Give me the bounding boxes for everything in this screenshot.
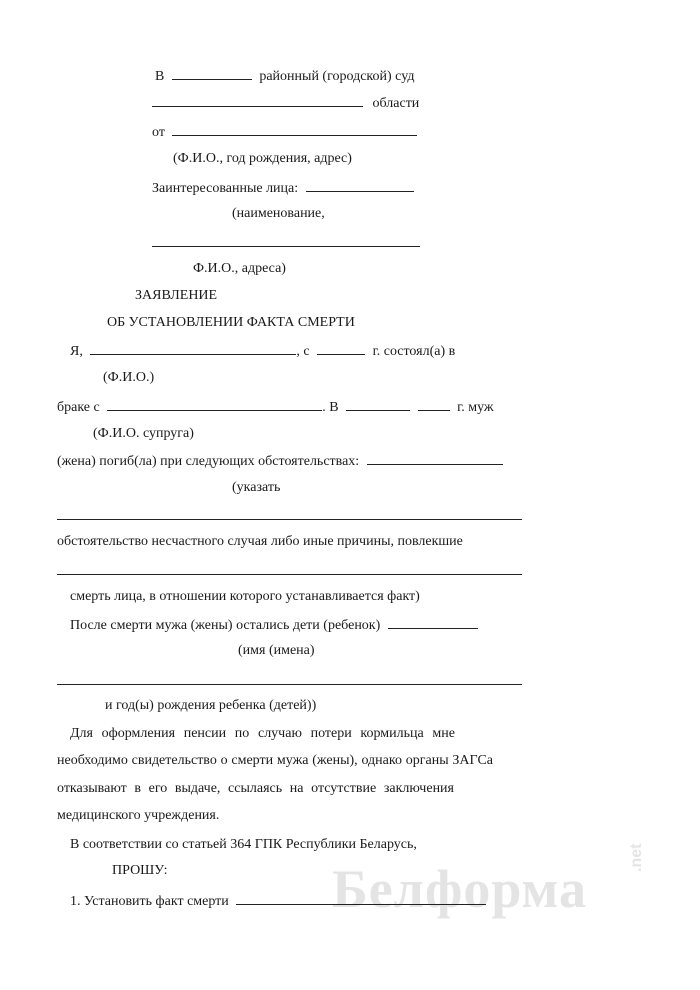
applicant-hint: (Ф.И.О., год рождения, адрес): [173, 151, 352, 166]
death-hint: смерть лица, в отношении которого устанавливается факт): [70, 589, 420, 604]
region-line: [152, 93, 419, 113]
court-name-blank[interactable]: [172, 66, 252, 80]
birth-hint: и год(ы) рождения ребенка (детей)): [105, 698, 317, 713]
from-line: [152, 122, 417, 142]
interested-line: [152, 178, 414, 198]
article-line: В соответствии со статьей 364 ГПК Республики Беларусь,: [70, 837, 417, 852]
request-item-1: [70, 891, 486, 911]
circumstances-rule-2[interactable]: [57, 574, 522, 575]
husband-label: г. муж: [457, 400, 494, 415]
request-heading: ПРОШУ:: [112, 863, 168, 878]
children-line: [70, 615, 478, 635]
fio-hint: (Ф.И.О.): [103, 370, 155, 385]
children-blank[interactable]: [388, 615, 478, 629]
specify-hint: (указать: [232, 480, 281, 495]
circumstances-blank[interactable]: [367, 451, 503, 465]
spouse-line: [57, 397, 494, 417]
court-prefix: В: [155, 69, 165, 84]
circumstances-line: [57, 451, 503, 471]
death-year-blank[interactable]: [418, 397, 450, 411]
since-label: , с: [296, 344, 310, 359]
circumstances-label: (жена) погиб(ла) при следующих обстоятельствах:: [57, 454, 360, 469]
circumstances-rule-1[interactable]: [57, 519, 522, 520]
document-subtitle: ОБ УСТАНОВЛЕНИИ ФАКТА СМЕРТИ: [107, 315, 355, 330]
married-label: г. состоял(а) в: [372, 344, 456, 359]
applicant-name-blank[interactable]: [90, 341, 296, 355]
applicant-blank[interactable]: [172, 122, 417, 136]
interested-label: Заинтересованные лица:: [152, 181, 299, 196]
spouse-hint: (Ф.И.О. супруга): [93, 426, 194, 441]
item-1-label: 1. Установить факт смерти: [70, 894, 229, 909]
children-label: После смерти мужа (жены) остались дети (ребенок): [70, 618, 381, 633]
names-hint: (имя (имена): [238, 643, 315, 658]
paragraph-line-3: отказывают в его выдаче, ссылаясь на отсутствие заключения: [57, 781, 454, 796]
court-suffix: районный (городской) суд: [259, 69, 415, 84]
in-label: . В: [322, 400, 339, 415]
interested-hint-2: Ф.И.О., адреса): [193, 261, 286, 276]
interested-rule[interactable]: [152, 246, 420, 247]
children-rule[interactable]: [57, 684, 522, 685]
deceased-blank[interactable]: [236, 891, 486, 905]
court-line: [155, 66, 414, 86]
interested-hint-1: (наименование,: [232, 206, 325, 221]
region-suffix: области: [372, 96, 420, 111]
death-date-blank[interactable]: [346, 397, 410, 411]
belforma-watermark-tld: .net: [628, 843, 645, 872]
paragraph-line-1: Для оформления пенсии по случаю потери кормильца мне: [70, 726, 455, 741]
spouse-name-blank[interactable]: [107, 397, 322, 411]
married-to-label: браке с: [57, 400, 100, 415]
applicant-line: [70, 341, 455, 361]
paragraph-line-2: необходимо свидетельство о смерти мужа (жены), однако органы ЗАГСа: [57, 753, 493, 768]
i-label: Я,: [70, 344, 83, 359]
paragraph-line-4: медицинского учреждения.: [57, 808, 220, 823]
circumstances-hint: обстоятельство несчастного случая либо иные причины, повлекшие: [57, 534, 463, 549]
belforma-watermark: Белформа: [332, 859, 587, 919]
interested-blank[interactable]: [306, 178, 414, 192]
from-prefix: от: [152, 125, 165, 140]
document-title: ЗАЯВЛЕНИЕ: [135, 288, 218, 303]
region-blank[interactable]: [152, 93, 363, 107]
marriage-date-blank[interactable]: [317, 341, 365, 355]
